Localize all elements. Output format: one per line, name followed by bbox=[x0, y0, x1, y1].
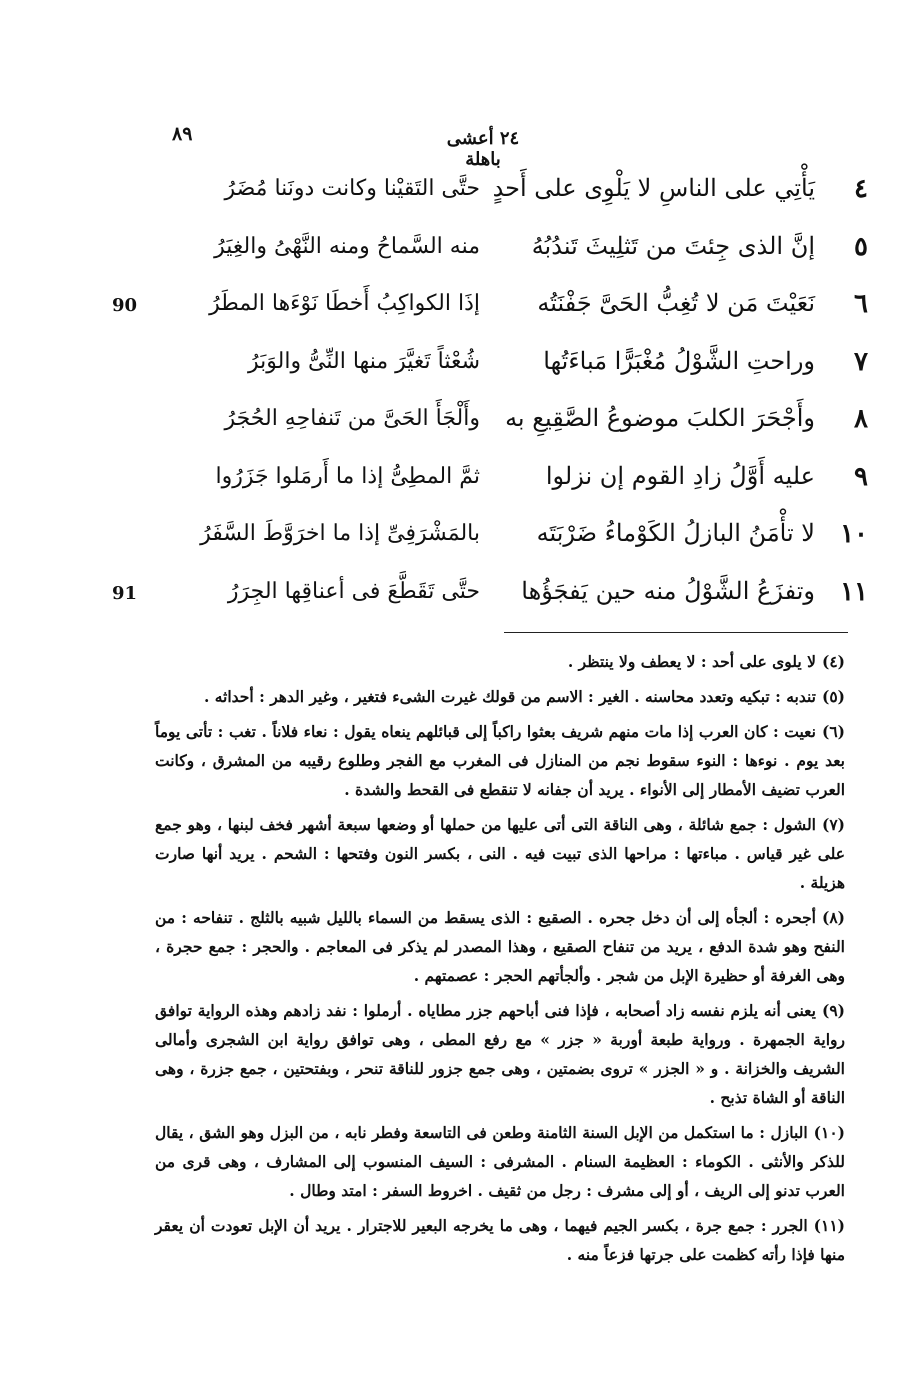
footnote bbox=[155, 903, 845, 990]
verse-line bbox=[0, 283, 908, 341]
footnote-number: (١١) bbox=[813, 1216, 845, 1235]
footnote-number: (٤) bbox=[821, 652, 845, 671]
verse-line bbox=[0, 341, 908, 399]
first-hemistich: نَعَيْتَ مَن لا تُغِبُّ الحَىَّ جَفْنَتُه bbox=[537, 289, 815, 317]
verse-line bbox=[0, 398, 908, 456]
verse-number: ٦ bbox=[854, 289, 868, 319]
verse-line bbox=[0, 456, 908, 514]
first-hemistich: عليه أَوَّلُ زادِ القوم إن نزلوا bbox=[545, 461, 815, 490]
footnote-text: يعنى أنه يلزم نفسه زاد أصحابه ، فإذا فنى أباحهم جزر مطاياه . أرملوا : نفد زادهم وهذه الرواية توافق رواية الجمهرة . ورواية طبعة أوربة « جزر » مع رفع المطى ، وهى توافق رواية ابن الشجرى وأمالى الشريف والخزانة . و « الجزر » تروى بضمتين ، وهى جمع جزور للناقة تنحر ، وبفتحتين ، جمع جزرة ، وهى الناقة أو الشاة تذبح . bbox=[155, 1001, 845, 1107]
margin-page-number: 91 bbox=[112, 582, 138, 604]
second-hemistich: حتَّى تَقَطَّعَ فى أعناقِها الجِرَرُ bbox=[227, 578, 480, 604]
verse-number: ٤ bbox=[854, 174, 868, 204]
verse-line bbox=[0, 513, 908, 571]
verse-number: ١١ bbox=[840, 576, 868, 607]
footnote-text: نعيت : كان العرب إذا مات منهم شريف بعثوا راكباً إلى قبائلهم ينعاه يقول : نعاء فلاناً . تغب : تأتى يوماً بعد يوم . نوءها : النوء سقوط نجم من المنازل فى المغرب مع الفجر وطلوع رقيبه من المشرق ، وكانت العرب تضيف الأمطار إلى الأنواء . يريد أن جفانه لا تنقطع فى القحط والشدة . bbox=[155, 722, 845, 799]
footnote-text: تندبه : تبكيه وتعدد محاسنه . الغير : الاسم من قولك غيرت الشىء فتغير ، وغير الدهر : أحداثه . bbox=[203, 687, 816, 706]
verse-number: ٥ bbox=[854, 231, 868, 262]
footnote-number: (٩) bbox=[821, 1001, 845, 1020]
second-hemistich: ثمَّ المطِىُّ إذا ما أَرمَلوا جَزَرُوا bbox=[215, 463, 480, 489]
footnote-text: الجرر : جمع جرة ، بكسر الجيم فيهما ، وهى ما يخرجه البعير للاجترار . يريد أن الإبل تعودت أن يعقر منها فإذا رأته كظمت على جرتها فزعاً منه . bbox=[155, 1216, 845, 1264]
verse-line bbox=[0, 226, 908, 284]
second-hemistich: شُعْثاً تَغيَّرَ منها النِّىُّ والوَبَرُ bbox=[248, 348, 480, 374]
footnote-number: (١٠) bbox=[813, 1123, 845, 1142]
footnote-text: الشول : جمع شائلة ، وهى الناقة التى أتى عليها من حملها أو وضعها سبعة أشهر فخف لبنها ، وهو جمع على غير قياس . مباءتها : مراحها الذى تبيت فيه . النى ، بكسر النون وفتحها : الشحم . يريد أنها صارت هزيلة . bbox=[155, 815, 845, 892]
footnote bbox=[155, 1211, 845, 1269]
footnote-text: أجحره : ألجأه إلى أن دخل جحره . الصقيع : الذى يسقط من السماء بالليل شبيه بالثلج . تنفاحه : من النفح وهو شدة الدفع ، يريد من تنفاح الصقيع ، وهذا المصدر لم يذكر فى المعاجم . والحجر : جمع حجرة ، وهى الغرفة أو حظيرة الإبل من شجر . وألجأتهم الحجر : عصمتهم . bbox=[155, 908, 845, 985]
verse-number: ١٠ bbox=[840, 519, 868, 549]
second-hemistich: بالمَشْرَفِىِّ إذا ما اخرَوَّطَ السَّفَرُ bbox=[200, 521, 480, 546]
footnote bbox=[155, 717, 845, 804]
footnote bbox=[155, 647, 845, 676]
footnote-number: (٨) bbox=[821, 908, 845, 927]
footnote-number: (٦) bbox=[821, 722, 845, 741]
second-hemistich: إذَا الكواكِبُ أَخطَا نَوْءَها المطَرُ bbox=[209, 291, 480, 316]
second-hemistich: حتَّى التَقيْنا وكانت دونَنا مُضَرُ bbox=[224, 176, 480, 201]
verse-number: ٩ bbox=[854, 461, 868, 492]
first-hemistich: لا تأْمَنُ البازلُ الكَوْماءُ ضَرْبَتَه bbox=[536, 519, 815, 547]
footnote bbox=[155, 996, 845, 1112]
footnote-divider bbox=[504, 632, 848, 633]
footnote bbox=[155, 1118, 845, 1205]
verse-number: ٧ bbox=[854, 346, 868, 377]
verse-number: ٨ bbox=[854, 404, 868, 434]
first-hemistich: وراحتِ الشَّوْلُ مُغْبَرًّا مَباءَتُها bbox=[543, 346, 815, 375]
footnotes bbox=[155, 647, 845, 1275]
footnote-number: (٥) bbox=[821, 687, 845, 706]
second-hemistich: منه السَّماحُ ومنه النَّهْىُ والغِيَرُ bbox=[214, 233, 480, 259]
page-number: ٨٩ bbox=[172, 123, 193, 145]
footnote-text: لا يلوى على أحد : لا يعطف ولا ينتظر . bbox=[567, 652, 816, 671]
first-hemistich: إنَّ الذى جِئتَ من تَثلِيثَ تَندُبُهُ bbox=[531, 231, 815, 260]
footnote bbox=[155, 682, 845, 711]
first-hemistich: وأَجْحَرَ الكلبَ موضوعُ الصَّقِيعِ به bbox=[505, 404, 815, 432]
second-hemistich: وأَلْجَأَ الحَىَّ من تَنفاحِهِ الحُجَرُ bbox=[224, 406, 480, 431]
footnote-text: البازل : ما استكمل من الإبل السنة الثامنة وطعن فى التاسعة وفطر نابه ، من البزل وهو الشق ، يقال للذكر والأنثى . الكوماء : العظيمة السنام . المشرفى : السيف المنسوب إلى المشارف ، وهى قرى من العرب تدنو إلى الريف ، أو إلى مشرف : رجل من ثقيف . اخروط السفر : امتد وطال . bbox=[155, 1123, 845, 1200]
verse-line bbox=[0, 168, 908, 226]
footnote-number: (٧) bbox=[821, 815, 845, 834]
first-hemistich: وتفزَعُ الشَّوْلُ منه حين يَفجَؤُها bbox=[521, 576, 815, 605]
running-title: ٢٤ أعشى باهلة bbox=[446, 128, 520, 170]
verse-line bbox=[0, 571, 908, 629]
margin-page-number: 90 bbox=[112, 295, 138, 316]
footnote bbox=[155, 810, 845, 897]
first-hemistich: يَأْتِي على الناسِ لا يَلْوِى على أَحدٍ bbox=[492, 174, 815, 202]
